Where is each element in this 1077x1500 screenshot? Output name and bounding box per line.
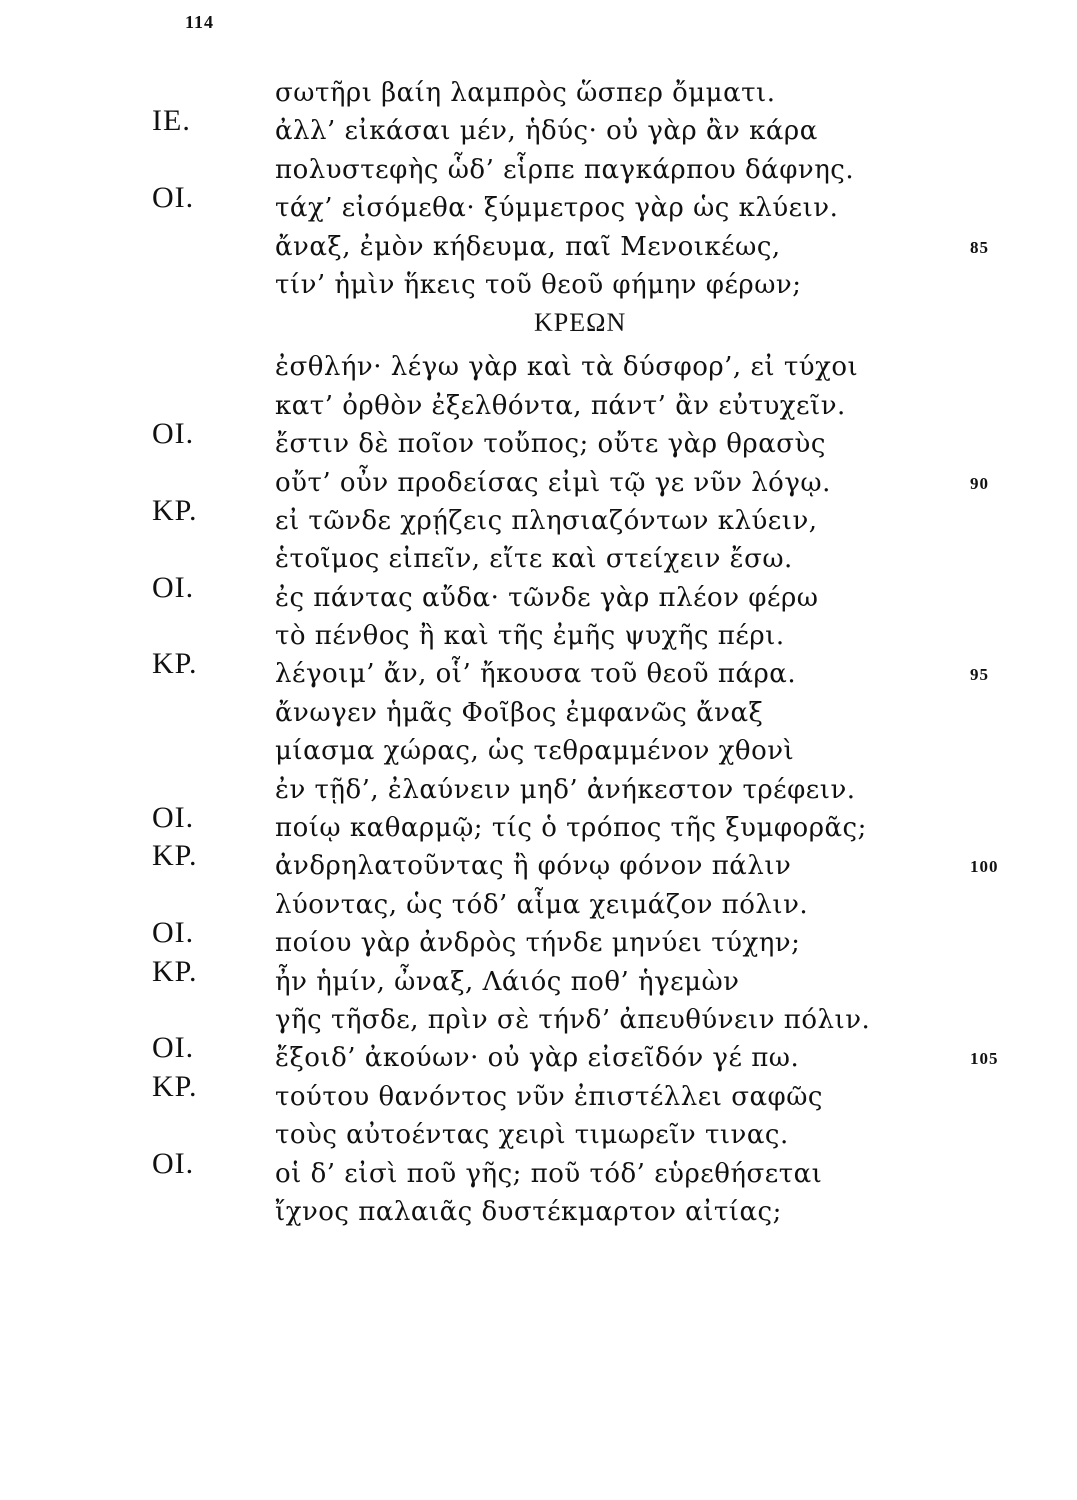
verse-row — [0, 954, 1077, 1001]
verse-row — [0, 417, 1077, 463]
verse-line: ἴχνος παλαιᾶς δυστέκμαρτον αἰτίας; — [275, 1196, 782, 1227]
speaker-label: ΟΙ. — [152, 801, 195, 835]
verse-line: ἄνωγεν ἡμᾶς Φοῖβος ἐμφανῶς ἄναξ — [275, 697, 764, 728]
verse-line: ἐς πάντας αὔδα· τῶνδε γὰρ πλέον φέρω — [275, 582, 819, 613]
line-number: 95 — [970, 665, 989, 685]
verse-row — [0, 570, 1077, 617]
speaker-label: ΚΡ. — [152, 1069, 198, 1103]
verse-line: ἄναξ, ἐμὸν κήδευμα, παῖ Μενοικέως, — [275, 231, 781, 262]
verse-line: ποίῳ καθαρμῷ; τίς ὁ τρόπος τῆς ξυμφορᾶς; — [275, 813, 867, 844]
verse-row — [0, 181, 1077, 227]
verse-row — [0, 694, 1077, 732]
verse-line: ἔξοιδ’ ἀκούων· οὐ γὰρ εἰσεῖδόν γέ πω. — [275, 1043, 800, 1074]
verse-line: ἑτοῖμος εἰπεῖν, εἴτε καὶ στείχειν ἔσω. — [275, 544, 793, 575]
speaker-label: ΟΙ. — [152, 570, 195, 604]
verse-row — [0, 1146, 1077, 1193]
speaker-label: ΟΙ. — [152, 181, 195, 215]
verse-line: οἱ δ’ εἰσὶ ποῦ γῆς; ποῦ τόδ’ εὑρεθήσεται — [275, 1158, 823, 1189]
verse-line: ἀλλ’ εἰκάσαι μέν, ἡδύς· οὐ γὰρ ἂν κάρα — [275, 116, 818, 147]
page-number: 114 — [185, 12, 215, 32]
verse-row — [0, 839, 1077, 885]
speaker-label: ΟΙ. — [152, 916, 195, 950]
verse-line: γῆς τῆσδε, πρὶν σὲ τήνδ’ ἀπευθύνειν πόλιν. — [275, 1004, 871, 1035]
verse-line: τὸ πένθος ἢ καὶ τῆς ἐμῆς ψυχῆς πέρι. — [275, 621, 785, 652]
verse-line: ἦν ἡμίν, ὦναξ, Λάιός ποθ’ ἡγεμὼν — [275, 966, 740, 997]
verse-line: πολυστεφὴς ὧδ’ εἷρπε παγκάρπου δάφνης. — [275, 154, 855, 185]
verse-line: κατ’ ὀρθὸν ἐξελθόντα, πάντ’ ἂν εὐτυχεῖν. — [275, 390, 846, 421]
verse-row — [0, 493, 1077, 540]
speaker-label: ΟΙ. — [152, 1146, 195, 1180]
verse-row — [0, 1069, 1077, 1116]
speaker-label: ΚΡ. — [152, 954, 198, 988]
verse-line: τούτου θανόντος νῦν ἐπιστέλλει σαφῶς — [275, 1081, 823, 1112]
speaker-label: ΙΕ. — [152, 104, 191, 138]
verse-line: ἐσθλήν· λέγω γὰρ καὶ τὰ δύσφορ’, εἰ τύχοι — [275, 352, 859, 383]
verse-line: μίασμα χώρας, ὡς τεθραμμένον χθονὶ — [275, 736, 795, 767]
line-number: 100 — [970, 857, 999, 877]
verse-text — [0, 74, 1077, 1231]
speaker-label: ΚΡ. — [152, 647, 198, 681]
verse-row — [0, 228, 1077, 266]
speaker-label: ΟΙ. — [152, 417, 195, 451]
verse-line: εἰ τῶνδε χρῄζεις πλησιαζόντων κλύειν, — [275, 505, 818, 536]
verse-row — [0, 348, 1077, 386]
verse-row — [0, 1193, 1077, 1231]
speaker-label: ΟΙ. — [152, 1031, 195, 1065]
verse-line: τάχ’ εἰσόμεθα· ξύμμετρος γὰρ ὡς κλύειν. — [275, 193, 839, 224]
verse-row — [0, 647, 1077, 693]
verse-line: τίν’ ἡμὶν ἥκεις τοῦ θεοῦ φήμην φέρων; — [275, 269, 802, 300]
verse-line: λέγοιμ’ ἄν, οἷ’ ἤκουσα τοῦ θεοῦ πάρα. — [275, 659, 797, 690]
verse-line: λύοντας, ὡς τόδ’ αἷμα χειμάζον πόλιν. — [275, 889, 809, 920]
line-number: 105 — [970, 1049, 999, 1069]
verse-line: ἀνδρηλατοῦντας ἢ φόνῳ φόνον πάλιν — [275, 851, 792, 882]
verse-line: τοὺς αὐτοέντας χειρὶ τιμωρεῖν τινας. — [275, 1120, 789, 1151]
speaker-label: ΚΡ. — [152, 493, 198, 527]
speaker-label: ΚΡ. — [152, 839, 198, 873]
verse-line: οὔτ’ οὖν προδείσας εἰμὶ τῷ γε νῦν λόγῳ. — [275, 467, 831, 498]
verse-row — [0, 104, 1077, 150]
line-number: 90 — [970, 473, 989, 493]
line-number: 85 — [970, 237, 989, 257]
verse-line: σωτῆρι βαίη λαμπρὸς ὥσπερ ὄμματι. — [275, 78, 776, 108]
verse-line: ἐν τῇδ’, ἐλαύνειν μηδ’ ἀνήκεστον τρέφειν. — [275, 774, 856, 805]
verse-line: ποίου γὰρ ἀνδρὸς τήνδε μηνύει τύχην; — [275, 928, 801, 959]
speaker-heading: ΚΡΕΩΝ — [534, 308, 627, 338]
verse-row — [0, 266, 1077, 304]
verse-row — [0, 732, 1077, 770]
verse-line: ἔστιν δὲ ποῖον τοὔπος; οὔτε γὰρ θρασὺς — [275, 429, 826, 460]
heading-row — [0, 304, 1077, 348]
